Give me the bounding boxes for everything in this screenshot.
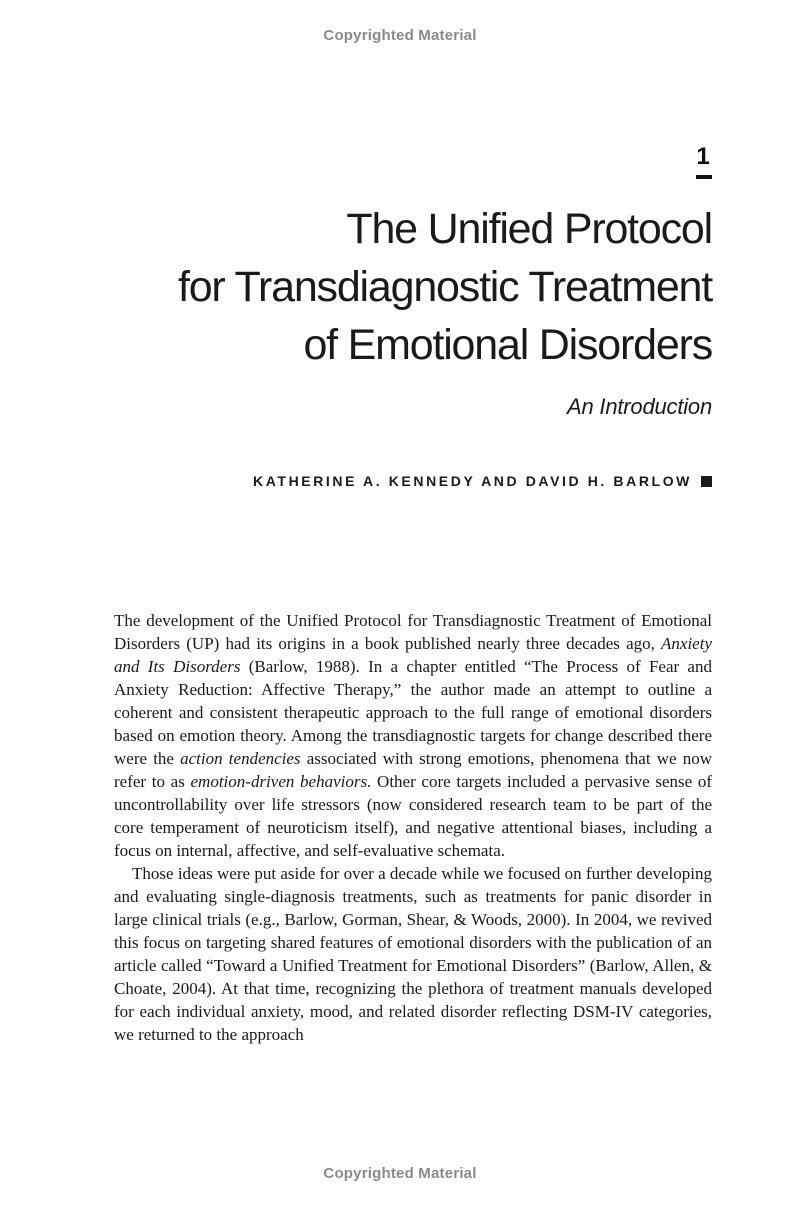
- emphasized-term: action tendencies: [180, 749, 301, 768]
- body-text: [114, 609, 712, 1046]
- text-run: (Barlow, 1988). In a chapter entitled “The Process of Fear and Anxiety Reduction: Affective Therapy,” the author made an attempt to outline a coherent and consistent therapeutic approach to the full range of emotional disorders based on emotion theory. Among the transdiagnostic targets for change described there were the: [114, 657, 712, 768]
- emphasized-term: emotion-driven behaviors.: [190, 772, 372, 791]
- chapter-number: 1: [696, 143, 710, 170]
- chapter-title-line: of Emotional Disorders: [303, 321, 712, 369]
- square-bullet-icon: [701, 476, 712, 487]
- chapter-title: [92, 200, 712, 374]
- authors-text: KATHERINE A. KENNEDY AND DAVID H. BARLOW: [253, 473, 692, 489]
- text-run: Other core targets included a pervasive sense of uncontrollability over life stressors (now considered research team to be part of the core temperament of neuroticism itself), and negative attentional biases, including a focus on internal, affective, and self-evaluative schemata.: [114, 772, 712, 860]
- book-title: Anxiety and Its Disorders: [114, 634, 712, 676]
- chapter-number-rule: [696, 175, 712, 179]
- text-run: The development of the Unified Protocol for Transdiagnostic Treatment of Emotional Disorders (UP) had its origins in a book published nearly three decades ago,: [114, 611, 712, 653]
- paragraph: Those ideas were put aside for over a decade while we focused on further developing and evaluating single-diagnosis treatments, such as treatments for panic disorder in large clinical trials (e.g., Barlow, Gorman, Shear, & Woods, 2000). In 2004, we revived this focus on targeting shared features of emotional disorders with the publication of an article called “Toward a Unified Treatment for Emotional Disorders” (Barlow, Allen, & Choate, 2004). At that time, recognizing the plethora of treatment manuals developed for each individual anxiety, mood, and related disorder reflecting DSM-IV categories, we returned to the approach: [114, 864, 712, 1044]
- chapter-subtitle: An Introduction: [567, 394, 712, 419]
- watermark-top: Copyrighted Material: [323, 27, 477, 44]
- chapter-authors: [253, 473, 712, 489]
- paragraph: [114, 609, 712, 862]
- text-run: associated with strong emotions, phenomena that we now refer to as: [114, 749, 712, 791]
- chapter-title-line: The Unified Protocol: [346, 205, 712, 253]
- chapter-title-line: for Transdiagnostic Treatment: [177, 263, 712, 311]
- watermark-bottom: Copyrighted Material: [323, 1165, 477, 1182]
